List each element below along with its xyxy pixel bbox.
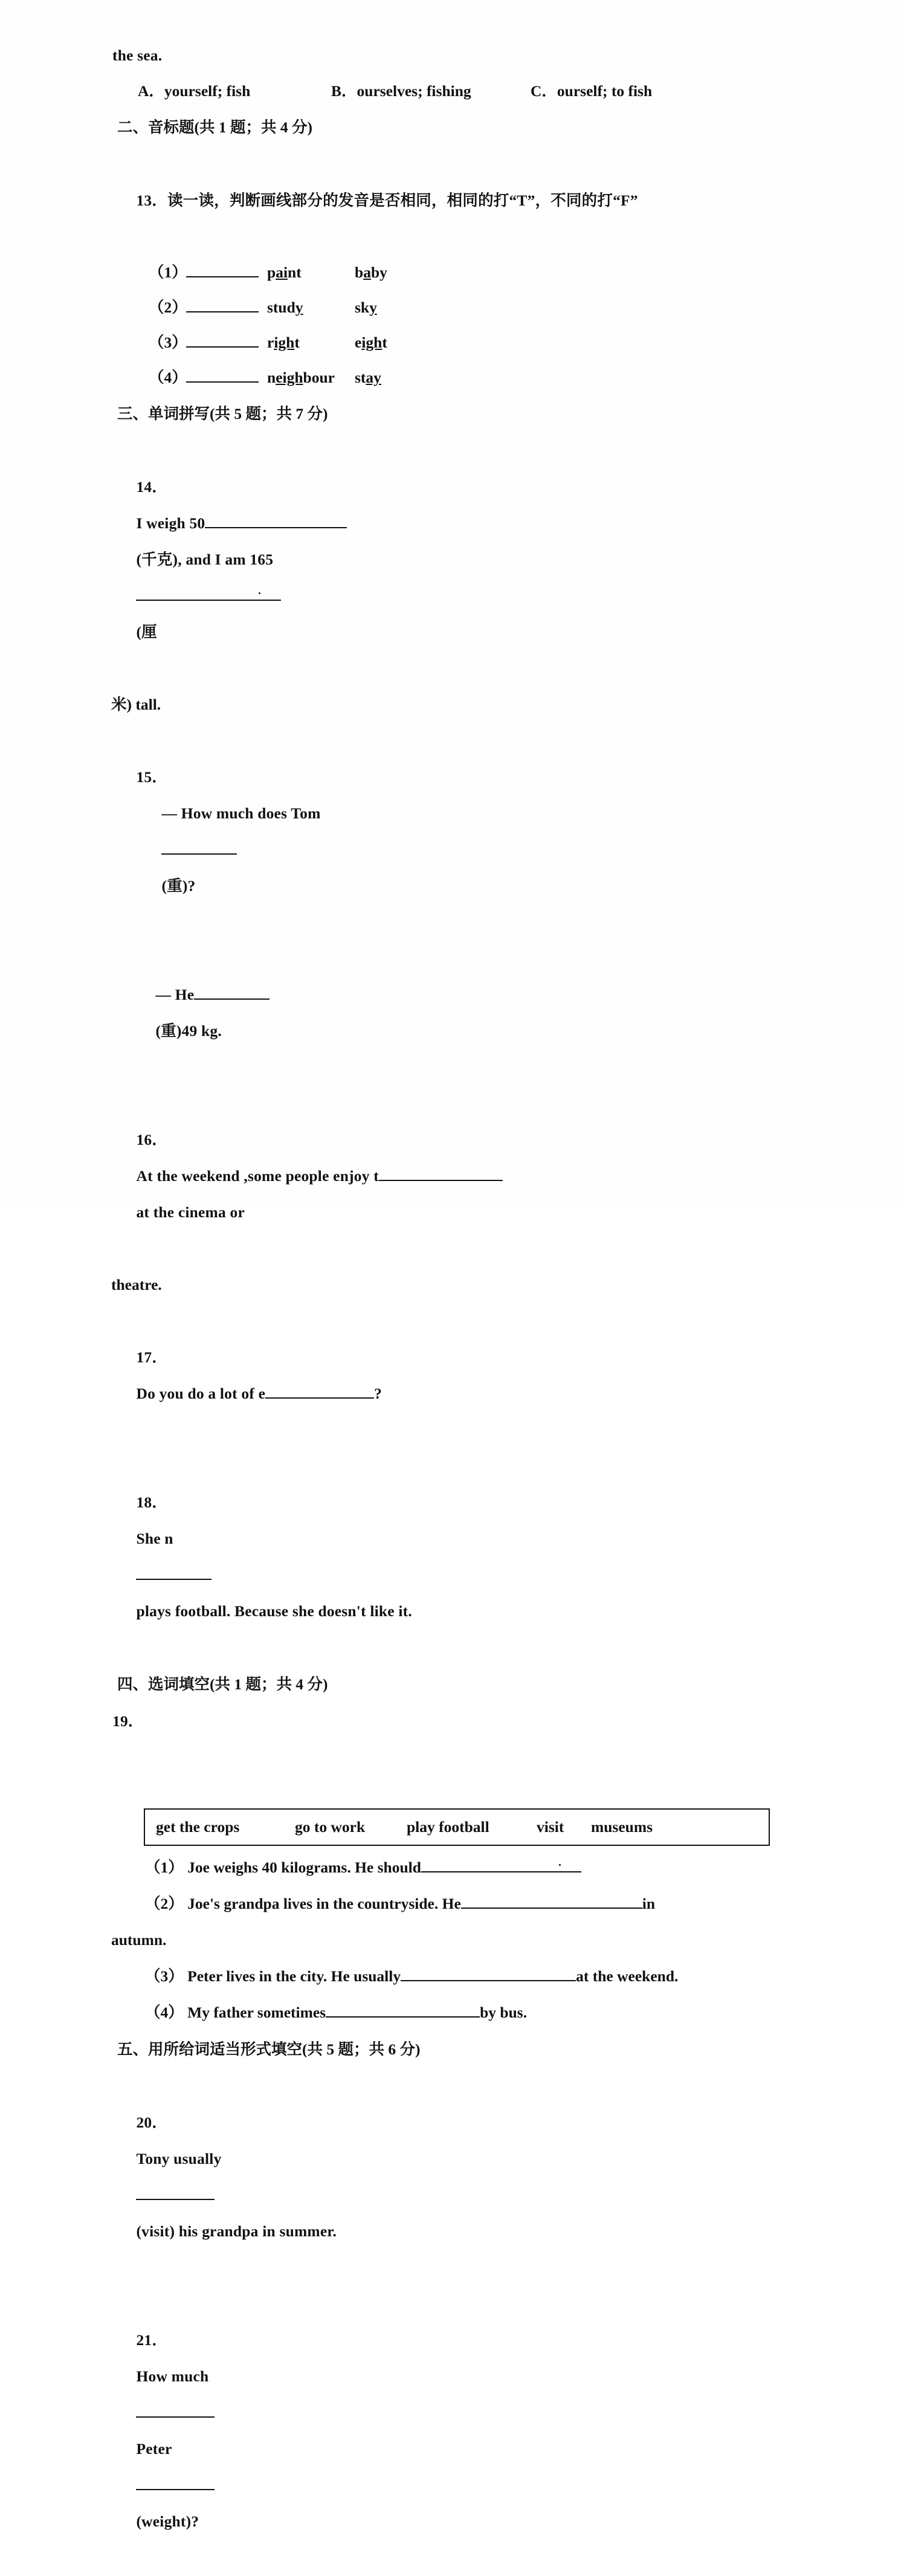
question-13 [112,146,795,255]
question-19-item-2-cont: autumn. [111,1931,167,1949]
question-21-number: 21． [136,2331,168,2349]
item-text: Peter lives in the city. He usually [187,1967,401,1985]
word-1: right [267,334,300,351]
item-text-b: at the weekend. [576,1967,679,1985]
item-text: My father sometimes [187,2004,326,2021]
phonetics-item-3 [112,325,795,360]
word-bank-item-4[interactable]: visit [537,1818,564,1836]
section-heading-3: 三、单词拼写(共 5 题；共 7 分) [117,405,328,422]
section-heading-2: 二、音标题(共 1 题；共 4 分) [117,118,312,136]
item-index: （1） [149,264,187,281]
answer-blank[interactable] [379,1168,503,1181]
answer-blank[interactable] [401,1968,576,1981]
word-bank-box [144,1808,770,1846]
question-15-text-b: (重)? [161,877,196,895]
answer-blank[interactable] [186,264,259,277]
question-19-item-1 [112,1849,795,1886]
question-20-number: 20． [136,2114,168,2131]
word-1: paint [267,264,302,281]
question-16-cont: theatre. [111,1276,162,1293]
question-19-item-2 [112,1886,795,1922]
item-index: （3） [145,1967,184,1985]
item-text-b: in [642,1895,656,1912]
question-18-number: 18． [136,1493,168,1511]
word-2: eight [355,334,387,351]
word-bank-item-3[interactable]: play football [407,1818,489,1836]
question-18 [112,1448,795,1666]
question-16-text-a: At the weekend ,some people enjoy t [136,1167,379,1185]
phonetics-item-1 [112,255,795,290]
question-17-text-a: Do you do a lot of e [136,1385,266,1402]
question-14-text-b: (千克), and I am 165 [136,551,274,568]
word-bank-item-5[interactable]: museums [591,1818,653,1836]
word-bank-item-2[interactable]: go to work [295,1818,366,1836]
item-index: （1） [145,1859,184,1876]
question-14 [112,433,795,687]
question-13-stem: 读一读，判断画线部分的发音是否相同，相同的打“T”，不同的打“F” [167,192,638,209]
answer-blank[interactable] [265,1385,374,1399]
question-15-line2-b: (重)49 kg. [155,1022,222,1040]
answer-blank[interactable] [136,2477,215,2490]
question-18-text-a: She n [136,1530,173,1547]
question-19-number: 19． [112,1712,144,1730]
answer-blank[interactable] [186,299,259,312]
carryover-line: the sea. [112,47,163,64]
worksheet-content [112,37,795,2576]
question-21-text-c: (weight)? [136,2513,199,2530]
item-text: Joe weighs 40 kilograms. He should [187,1859,421,1876]
question-15-number: 15． [136,768,168,786]
question-15-line2 [112,940,795,1086]
item-index: （2） [149,299,187,316]
word-bank-item-1[interactable]: get the crops [156,1818,240,1836]
answer-blank[interactable] [136,587,281,601]
question-15 [112,723,795,940]
q12-option-b[interactable]: B．ourselves; fishing [331,82,471,100]
item-text: Joe's grandpa lives in the countryside. He [187,1895,461,1912]
question-19-item-4 [112,1995,795,2031]
phonetics-item-4 [112,360,795,395]
answer-blank[interactable] [186,369,259,383]
item-text-b: by bus. [480,2004,528,2021]
item-index: （3） [149,334,187,351]
question-20 [112,2068,795,2286]
section-heading-4: 四、选词填空(共 1 题；共 4 分) [117,1675,328,1693]
word-2: stay [355,369,381,386]
answer-blank[interactable] [205,515,347,528]
q12-options-row [112,74,795,109]
question-16-number: 16． [136,1131,168,1148]
q12-option-a[interactable]: A．yourself; fish [138,82,251,100]
question-20-text-a: Tony usually [136,2150,222,2167]
word-2: baby [355,264,387,281]
answer-blank[interactable] [186,334,259,348]
question-17-number: 17． [136,1348,168,1366]
answer-blank[interactable] [421,1859,581,1872]
question-18-text-b: plays football. Because she doesn't like it. [136,1602,412,1620]
question-15-line2-a: — He [155,986,195,1003]
word-2: sky [355,299,377,316]
question-19-spacer [112,1739,795,1791]
q12-option-c[interactable]: C．ourself; to fish [531,82,653,100]
phonetics-item-2 [112,290,795,325]
answer-blank[interactable] [161,841,237,855]
question-14-text-c: (厘 [136,623,157,641]
question-21 [112,2286,795,2576]
question-13-number: 13． [136,192,168,209]
question-15-text-a: — How much does Tom [161,804,321,822]
question-14-cont: 米) tall. [111,696,161,713]
section-heading-5: 五、用所给词适当形式填空(共 5 题；共 6 分) [117,2040,421,2058]
word-1: study [267,299,303,316]
question-17-text-b: ? [374,1385,382,1402]
question-19-item-3 [112,1958,795,1995]
question-20-text-b: (visit) his grandpa in summer. [136,2222,337,2240]
answer-blank[interactable] [136,2187,215,2200]
item-index: （2） [145,1895,184,1912]
item-index: （4） [145,2004,184,2021]
answer-blank[interactable] [194,986,270,1000]
question-14-number: 14． [136,478,168,496]
question-16 [112,1086,795,1267]
question-17 [112,1303,795,1448]
item-index: （4） [149,369,187,386]
word-1: neighbour [267,369,335,386]
question-21-text-a: How much [136,2367,209,2385]
answer-blank[interactable] [136,2404,215,2418]
answer-blank[interactable] [136,1567,211,1580]
answer-blank[interactable] [461,1895,642,1909]
question-21-text-b: Peter [136,2440,172,2458]
answer-blank[interactable] [326,2004,480,2018]
question-16-text-b: at the cinema or [136,1203,245,1221]
question-14-text-a: I weigh 50 [136,514,205,532]
